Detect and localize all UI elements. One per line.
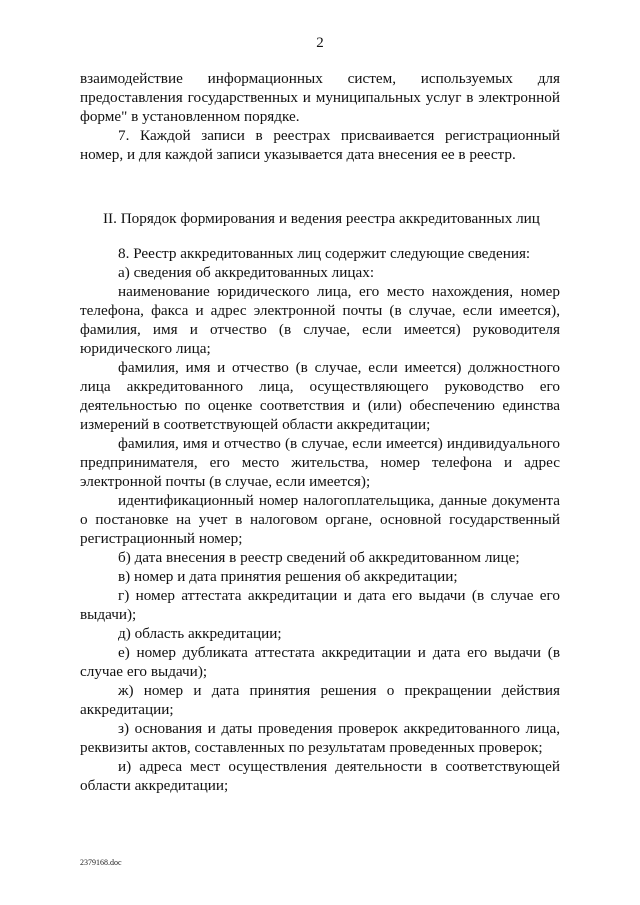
paragraph-8: 8. Реестр аккредитованных лиц содержит следующие сведения: bbox=[118, 245, 531, 262]
document-body bbox=[80, 69, 560, 795]
paragraph-official: фамилия, имя и отчество (в случае, если имеется) должностного лица аккредитованного лица, осуществляющего руководство его деятельностью по оценке соответствия и (или) обеспечению единства измерений в соответствующей области аккредитации; bbox=[80, 359, 560, 433]
paragraph-continuation: взаимодействие информационных систем, используемых для предоставления государственных и муниципальных услуг в электронной форме" в установленном порядке. bbox=[80, 70, 560, 125]
paragraph-item-a: а) сведения об аккредитованных лицах: bbox=[118, 264, 375, 281]
paragraph-item-d: д) область аккредитации; bbox=[118, 625, 282, 642]
paragraph-item-z: з) основания и даты проведения проверок аккредитованного лица, реквизиты актов, составленных по результатам проведенных проверок; bbox=[80, 720, 560, 756]
paragraph-entrepreneur: фамилия, имя и отчество (в случае, если имеется) индивидуального предпринимателя, его место жительства, номер телефона и адрес электронной почты (в случае, если имеется); bbox=[80, 435, 560, 490]
page-number: 2 bbox=[316, 35, 324, 51]
paragraph-7: 7. Каждой записи в реестрах присваивается регистрационный номер, и для каждой записи указывается дата внесения ее в реестр. bbox=[80, 127, 560, 163]
paragraph-item-b: б) дата внесения в реестр сведений об аккредитованном лице; bbox=[118, 549, 520, 566]
paragraph-item-e: е) номер дубликата аттестата аккредитации и дата его выдачи (в случае его выдачи); bbox=[80, 644, 560, 680]
paragraph-item-i: и) адреса мест осуществления деятельности в соответствующей области аккредитации; bbox=[80, 758, 560, 794]
paragraph-item-g: г) номер аттестата аккредитации и дата его выдачи (в случае его выдачи); bbox=[80, 587, 560, 623]
footer-filename: 2379168.doc bbox=[80, 858, 122, 867]
paragraph-tax-id: идентификационный номер налогоплательщика, данные документа о постановке на учет в налоговом органе, основной государственный регистрационный номер; bbox=[80, 492, 560, 547]
section-heading: II. Порядок формирования и ведения реестра аккредитованных лиц bbox=[103, 210, 540, 227]
paragraph-legal-entity: наименование юридического лица, его место нахождения, номер телефона, факса и адрес электронной почты (в случае, если имеется), фамилия, имя и отчество (в случае, если имеется) руководителя юридического лица; bbox=[80, 283, 560, 357]
paragraph-item-zh: ж) номер и дата принятия решения о прекращении действия аккредитации; bbox=[80, 682, 560, 718]
paragraph-item-v: в) номер и дата принятия решения об аккредитации; bbox=[118, 568, 458, 585]
